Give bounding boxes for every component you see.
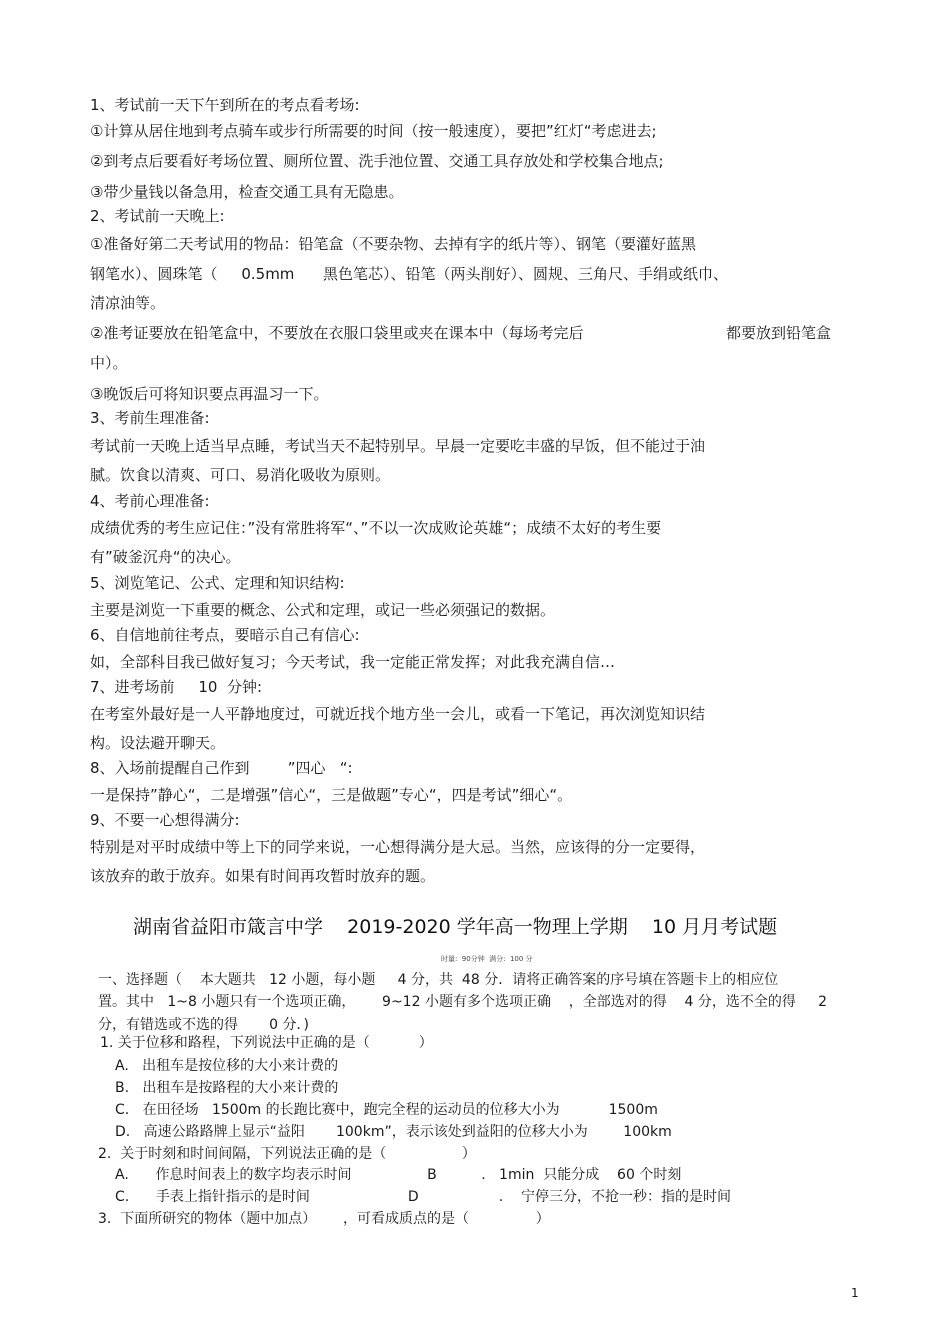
tip-6-heading: 6、自信地前往考点，要暗示自己有信心: [90, 626, 360, 644]
tip-8-body: 一是保持”静心“，二是增强”信心“，三是做题”专心“，四是考试”细心“。 [90, 786, 573, 804]
tip-4-body-cont: 有”破釜沉舟“的决心。 [90, 548, 241, 566]
question-1-option-a: A. 出租车是按位移的大小来计费的 [115, 1058, 339, 1074]
question-1-option-c: C. 在田径场 1500m 的长跑比赛中，跑完全程的运动员的位移大小为 1500m [115, 1102, 658, 1118]
tip-2-item-1-end: 清凉油等。 [90, 294, 166, 312]
tip-7-body-cont: 构。设法避开聊天。 [90, 734, 226, 752]
tip-6-body: 如，全部科目我已做好复习；今天考试，我一定能正常发挥；对此我充满自信… [90, 653, 616, 671]
tip-7-heading: 7、进考场前 10 分钟: [90, 678, 263, 696]
tip-2-item-1-cont: 钢笔水）、圆珠笔（ 0.5mm 黑色笔芯）、铅笔（两头削好）、圆规、三角尺、手绢或纸巾、 [90, 265, 729, 283]
tip-2-item-3: ③晚饭后可将知识要点再温习一下。 [90, 385, 329, 403]
tip-4-body: 成绩优秀的考生应记住：”没有常胜将军“、”不以一次成败论英雄“；成绩不太好的考生要 [90, 519, 662, 537]
exam-title: 湖南省益阳市箴言中学 2019-2020 学年高一物理上学期 10 月月考试题 [133, 916, 778, 938]
tip-9-body: 特别是对平时成绩中等上下的同学来说，一心想得满分是大忌。当然，应该得的分一定要得， [90, 838, 706, 856]
question-1-option-b: B. 出租车是按路程的大小来计费的 [115, 1080, 339, 1096]
tip-1-item-3: ③带少量钱以备急用，检查交通工具有无隐患。 [90, 183, 404, 201]
tip-1-heading: 1、考试前一天下午到所在的考点看考场: [90, 96, 360, 114]
tip-2-item-2-end: 中）。 [90, 354, 128, 372]
exam-time-score: 时量: 90分钟 满分: 100 分 [441, 955, 533, 963]
tip-7-body: 在考室外最好是一人平静地度过，可就近找个地方坐一会儿，或看一下笔记，再次浏览知识结 [90, 705, 706, 723]
question-3: 3. 下面所研究的物体（题中加点） ，可看成质点的是（ ） [98, 1211, 550, 1227]
question-1: 1. 关于位移和路程，下列说法中正确的是（ ） [100, 1035, 433, 1051]
tip-2-item-1: ①准备好第二天考试用的物品：铅笔盒（不要杂物、去掉有字的纸片等）、钢笔（要灌好蓝黑 [90, 235, 696, 253]
tip-2-item-2: ②准考证要放在铅笔盒中，不要放在衣服口袋里或夹在课本中（每场考完后 [90, 324, 584, 342]
tip-8-heading: 8、入场前提醒自己作到 ”四心 “: [90, 759, 353, 777]
tip-5-body: 主要是浏览一下重要的概念、公式和定理，或记一些必须强记的数据。 [90, 601, 556, 619]
tip-3-body: 考试前一天晚上适当早点睡，考试当天不起特别早。早晨一定要吃丰盛的早饭，但不能过于油 [90, 437, 706, 455]
tip-5-heading: 5、浏览笔记、公式、定理和知识结构: [90, 574, 345, 592]
tip-4-heading: 4、考前心理准备: [90, 492, 210, 510]
tip-3-heading: 3、考前生理准备: [90, 409, 210, 427]
tip-3-body-cont: 腻。饮食以清爽、可口、易消化吸收为原则。 [90, 466, 391, 484]
page-number: 1 [851, 1286, 859, 1300]
tip-2-item-2-right: 都要放到铅笔盒 [726, 324, 832, 342]
question-2: 2. 关于时刻和时间间隔，下列说法正确的是（ ） [98, 1146, 476, 1162]
tip-1-item-2: ②到考点后要看好考场位置、厕所位置、洗手池位置、交通工具存放处和学校集合地点; [90, 152, 664, 170]
section-instructions-1: 一、选择题（ 本大题共 12 小题，每小题 4 分，共 48 分．请将正确答案的序号填在答题卡上的相应位 [98, 972, 779, 988]
question-1-option-d: D. 高速公路路牌上显示“益阳 100km”，表示该处到益阳的位移大小为 100km [115, 1124, 672, 1140]
question-2-options-cd: C. 手表上指针指示的是时间 D . 宁停三分，不抢一秒：指的是时间 [115, 1189, 731, 1205]
tip-9-heading: 9、不要一心想得满分: [90, 811, 240, 829]
tip-2-heading: 2、考试前一天晚上: [90, 207, 225, 225]
section-instructions-3: 分，有错选或不选的得 0 分．) [98, 1017, 309, 1033]
tip-1-item-1: ①计算从居住地到考点骑车或步行所需要的时间（按一般速度），要把”红灯“考虑进去; [90, 122, 657, 140]
section-instructions-2: 置。其中 1~8 小题只有一个选项正确， 9~12 小题有多个选项正确 ，全部选对的得 4 分，选不全的得 2 [98, 994, 828, 1010]
tip-9-body-cont: 该放弃的敢于放弃。如果有时间再攻暂时放弃的题。 [90, 867, 436, 885]
question-2-options-ab: A. 作息时间表上的数字均表示时间 B . 1min 只能分成 60 个时刻 [115, 1167, 682, 1183]
